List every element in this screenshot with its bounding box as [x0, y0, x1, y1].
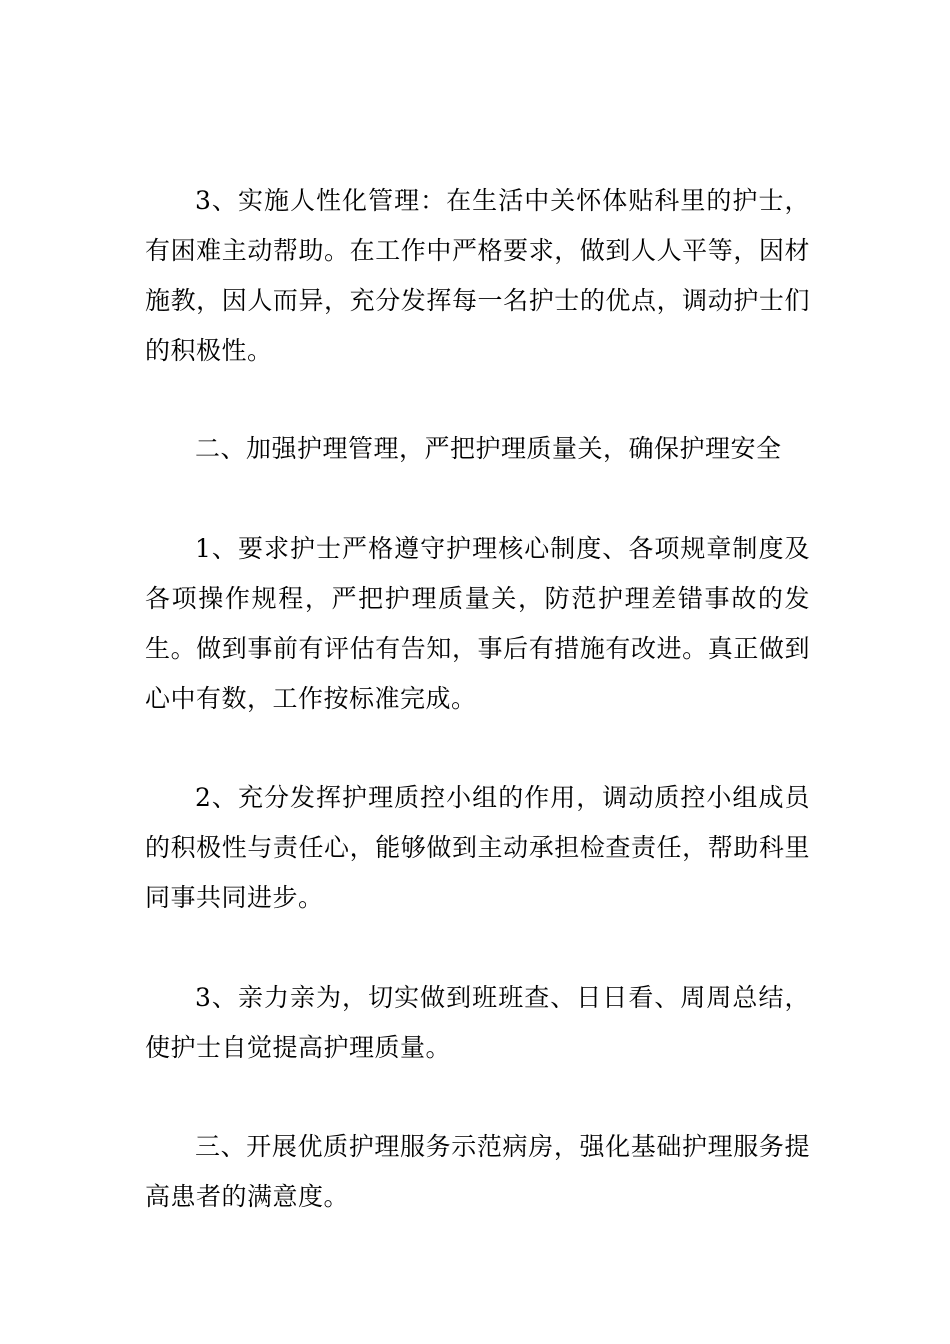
paragraph-strict-compliance: 1、要求护士严格遵守护理核心制度、各项规章制度及各项操作规程，严把护理质量关，防范护理差错事故的发生。做到事前有评估有告知，事后有措施有改进。真正做到心中有数，工作按标准完成。 [145, 534, 810, 713]
paragraph-humanized-management: 3、实施人性化管理：在生活中关怀体贴科里的护士，有困难主动帮助。在工作中严格要求，做到人人平等，因材施教，因人而异，充分发挥每一名护士的优点，调动护士们的积极性。 [145, 186, 810, 365]
paragraph-hands-on-checking: 3、亲力亲为，切实做到班班查、日日看、周周总结，使护士自觉提高护理质量。 [145, 983, 810, 1062]
paragraph-quality-control-team: 2、充分发挥护理质控小组的作用，调动质控小组成员的积极性与责任心，能够做到主动承担检查责任，帮助科里同事共同进步。 [145, 783, 810, 912]
section-heading-quality-service: 三、开展优质护理服务示范病房，强化基础护理服务提高患者的满意度。 [145, 1132, 810, 1211]
section-heading-nursing-management: 二、加强护理管理，严把护理质量关，确保护理安全 [195, 434, 782, 463]
